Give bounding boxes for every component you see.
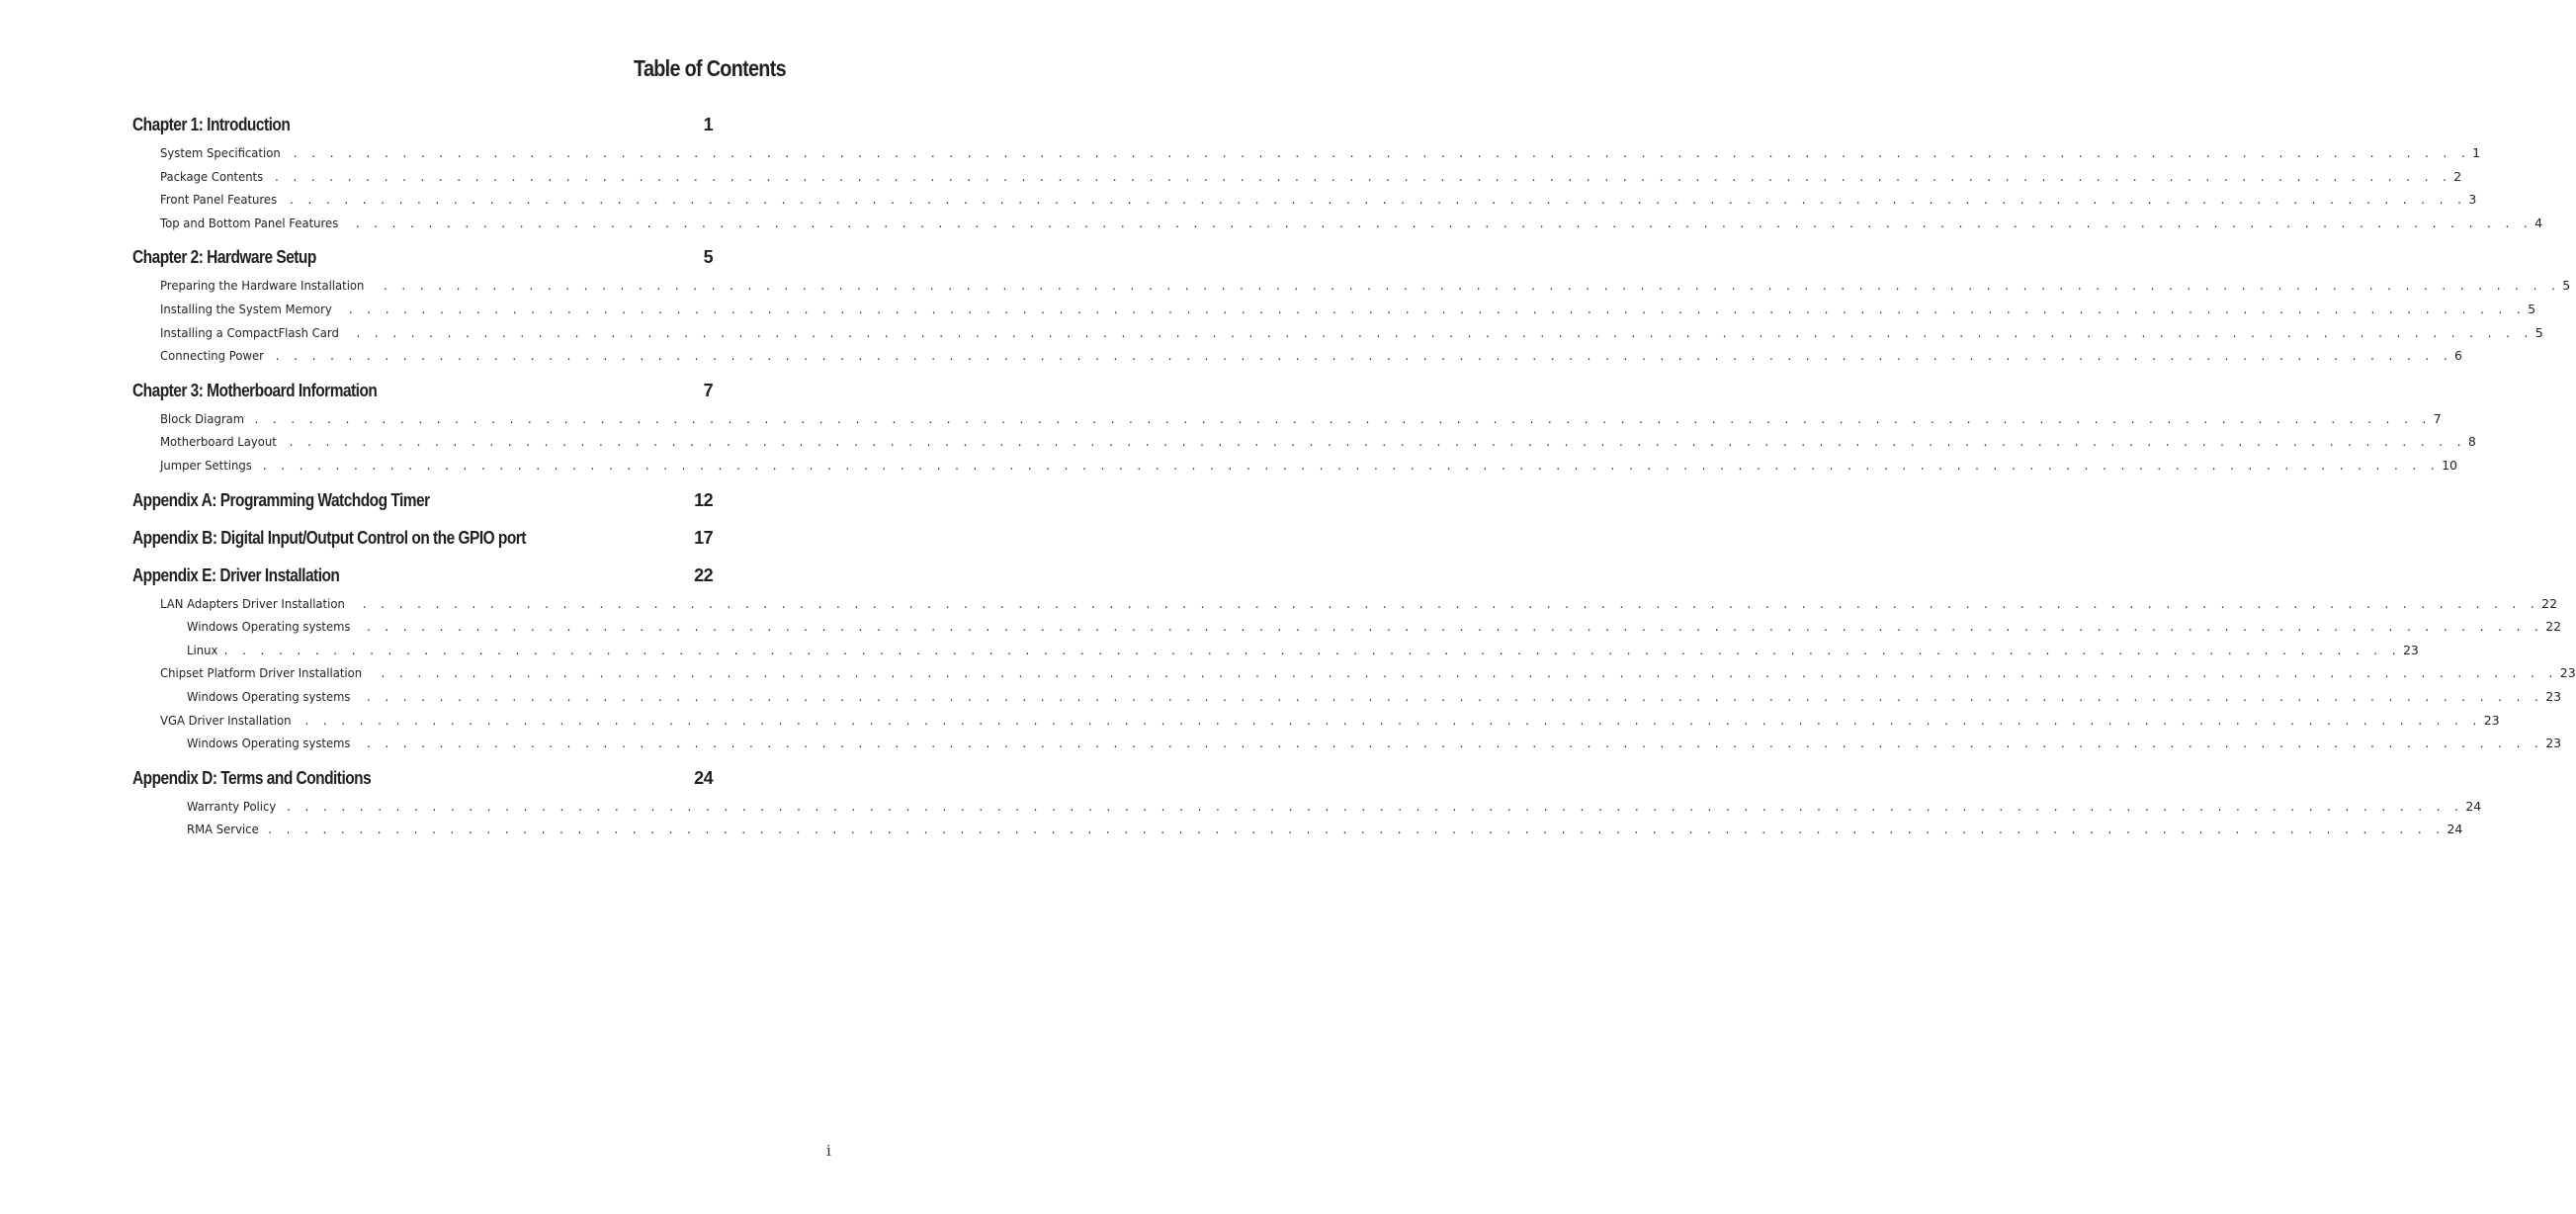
dot-leader: . . . . . . . . . . . . . . . . . . . . . . . . . . . . . . . . . . . . . . . . . . . . . . . . . . . . . . . . . . . . . . . . . . . . . . . . . . . . . . . . . . . . . . . . . . . . . . . . . . . . . . . . . . . . . . . . . . . . . . . . xyxy=(366,689,2544,704)
toc-entry[interactable] xyxy=(132,454,2457,477)
section-page-number: 24 xyxy=(694,767,713,788)
toc-entry[interactable] xyxy=(132,165,2462,189)
section-title: Appendix B: Digital Input/Output Control on the GPIO port xyxy=(132,527,526,548)
dot-leader: . . . . . . . . . . . . . . . . . . . . . . . . . . . . . . . . . . . . . . . . . . . . . . . . . . . . . . . . . . . . . . . . . . . . . . . . . . . . . . . . . . . . . . . . . . . . . . . . . . . . . . . . . . . . . . . . . . . . . . . . xyxy=(254,411,2432,426)
toc-entry[interactable] xyxy=(132,141,2481,165)
toc-entry[interactable] xyxy=(132,615,2562,639)
entry-title: Jumper Settings xyxy=(160,457,252,473)
entry-page-number: 3 xyxy=(2468,192,2477,208)
entry-page-number: 23 xyxy=(2559,665,2576,681)
toc-section xyxy=(132,562,2576,755)
entry-page-number: 5 xyxy=(2534,324,2543,340)
entry-title: Installing the System Memory xyxy=(160,301,332,316)
entry-page-number: 5 xyxy=(2528,301,2536,316)
dot-leader: . . . . . . . . . . . . . . . . . . . . . . . . . . . . . . . . . . . . . . . . . . . . . . . . . . . . . . . . . . . . . . . . . . . . . . . . . . . . . . . . . . . . . . . . . . . . . . . . . . . . . . . . . . . . . . . . . . . . . . . . xyxy=(366,737,2544,751)
entry-page-number: 2 xyxy=(2453,168,2462,184)
entry-title: Chipset Platform Driver Installation xyxy=(160,665,363,681)
entry-title: System Specification xyxy=(160,145,281,160)
entry-list xyxy=(132,592,2576,755)
toc-entry[interactable] xyxy=(132,795,2482,819)
entry-title: VGA Driver Installation xyxy=(160,712,292,728)
section-title: Appendix A: Programming Watchdog Timer xyxy=(132,489,430,510)
toc-section xyxy=(132,486,713,515)
toc-entry[interactable] xyxy=(132,430,2476,454)
entry-title: Windows Operating systems xyxy=(187,619,351,635)
toc-entry[interactable] xyxy=(132,274,2571,298)
entry-page-number: 23 xyxy=(2483,712,2500,728)
entry-title: RMA Service xyxy=(187,822,259,837)
entry-page-number: 24 xyxy=(2465,798,2482,814)
toc-entry[interactable] xyxy=(132,732,2562,755)
dot-leader: . . . . . . . . . . . . . . . . . . . . . . . . . . . . . . . . . . . . . . . . . . . . . . . . . . . . . . . . . . . . . . . . . . . . . . . . . . . . . . . . . . . . . . . . . . . . . . . . . . . . . . . . . . . . . . . . . . . . . . . . xyxy=(289,435,2466,450)
entry-title: Motherboard Layout xyxy=(160,434,277,450)
section-title: Appendix E: Driver Installation xyxy=(132,564,340,585)
page-number: i xyxy=(826,1142,831,1160)
entry-title: LAN Adapters Driver Installation xyxy=(160,595,345,611)
entry-title: Front Panel Features xyxy=(160,192,278,208)
dot-leader: . . . . . . . . . . . . . . . . . . . . . . . . . . . . . . . . . . . . . . . . . . . . . . . . . . . . . . . . . . . . . . . . . . . . . . . . . . . . . . . . . . . . . . . . . . . . . . . . . . . . . . . . . . . . . . . . . . . . . . . . xyxy=(348,302,2527,316)
entry-page-number: 22 xyxy=(2545,619,2562,635)
section-page-number: 1 xyxy=(703,115,713,134)
entry-page-number: 23 xyxy=(2402,642,2419,657)
entry-title: Windows Operating systems xyxy=(187,736,351,751)
entry-list xyxy=(132,141,2543,234)
entry-title: Linux xyxy=(187,642,218,657)
entry-page-number: 4 xyxy=(2534,215,2543,230)
section-page-number: 22 xyxy=(694,564,713,585)
dot-leader: . . . . . . . . . . . . . . . . . . . . . . . . . . . . . . . . . . . . . . . . . . . . . . . . . . . . . . . . . . . . . . . . . . . . . . . . . . . . . . . . . . . . . . . . . . . . . . . . . . . . . . . . . . . . . . . . . . . . . . . . xyxy=(383,279,2561,294)
section-page-number: 12 xyxy=(694,489,713,510)
toc-entry[interactable] xyxy=(132,709,2500,733)
section-heading[interactable] xyxy=(132,486,713,515)
section-heading[interactable] xyxy=(132,524,713,553)
toc-entry[interactable] xyxy=(132,321,2543,345)
entry-page-number: 10 xyxy=(2442,457,2457,473)
section-heading[interactable] xyxy=(132,764,713,793)
dot-leader: . . . . . . . . . . . . . . . . . . . . . . . . . . . . . . . . . . . . . . . . . . . . . . . . . . . . . . . . . . . . . . . . . . . . . . . . . . . . . . . . . . . . . . . . . . . . . . . . . . . . . . . . . . . . . . . . . . . . . . . . xyxy=(293,146,2471,160)
entry-page-number: 7 xyxy=(2433,410,2442,426)
entry-title: Connecting Power xyxy=(160,348,264,364)
section-heading[interactable] xyxy=(132,111,713,139)
toc-entry[interactable] xyxy=(132,188,2477,212)
section-heading[interactable] xyxy=(132,562,713,590)
entry-page-number: 24 xyxy=(2447,822,2463,837)
entry-title: Preparing the Hardware Installation xyxy=(160,278,365,294)
section-heading[interactable] xyxy=(132,243,713,272)
section-title: Chapter 1: Introduction xyxy=(132,115,291,134)
dot-leader: . . . . . . . . . . . . . . . . . . . . . . . . . . . . . . . . . . . . . . . . . . . . . . . . . . . . . . . . . . . . . . . . . . . . . . . . . . . . . . . . . . . . . . . . . . . . . . . . . . . . . . . . . . . . . . . . . . . . . . . . xyxy=(366,620,2544,635)
dot-leader: . . . . . . . . . . . . . . . . . . . . . . . . . . . . . . . . . . . . . . . . . . . . . . . . . . . . . . . . . . . . . . . . . . . . . . . . . . . . . . . . . . . . . . . . . . . . . . . . . . . . . . . . . . . . . . . . . . . . . . . . xyxy=(223,643,2401,657)
toc-section xyxy=(132,377,2476,477)
entry-page-number: 6 xyxy=(2454,348,2462,364)
toc-entry[interactable] xyxy=(132,639,2419,662)
toc-section xyxy=(132,524,713,553)
entry-page-number: 23 xyxy=(2545,736,2562,751)
table-of-contents xyxy=(132,111,2576,841)
entry-title: Windows Operating systems xyxy=(187,688,351,704)
entry-title: Installing a CompactFlash Card xyxy=(160,324,339,340)
entry-page-number: 8 xyxy=(2467,434,2476,450)
entry-page-number: 23 xyxy=(2545,688,2562,704)
dot-leader: . . . . . . . . . . . . . . . . . . . . . . . . . . . . . . . . . . . . . . . . . . . . . . . . . . . . . . . . . . . . . . . . . . . . . . . . . . . . . . . . . . . . . . . . . . . . . . . . . . . . . . . . . . . . . . . . . . . . . . . . xyxy=(362,596,2540,611)
section-title: Appendix D: Terms and Conditions xyxy=(132,767,372,788)
page-title: Table of Contents xyxy=(634,55,786,81)
section-page-number: 5 xyxy=(703,247,713,268)
toc-entry[interactable] xyxy=(132,661,2576,685)
entry-page-number: 22 xyxy=(2541,595,2558,611)
entry-title: Block Diagram xyxy=(160,410,245,426)
entry-list xyxy=(132,795,2482,841)
section-heading[interactable] xyxy=(132,377,713,405)
section-page-number: 17 xyxy=(694,527,713,548)
dot-leader: . . . . . . . . . . . . . . . . . . . . . . . . . . . . . . . . . . . . . . . . . . . . . . . . . . . . . . . . . . . . . . . . . . . . . . . . . . . . . . . . . . . . . . . . . . . . . . . . . . . . . . . . . . . . . . . . . . . . . . . . xyxy=(356,325,2533,340)
entry-page-number: 5 xyxy=(2562,278,2571,294)
entry-list xyxy=(132,274,2571,367)
toc-entry[interactable] xyxy=(132,685,2562,709)
entry-list xyxy=(132,407,2476,477)
entry-title: Warranty Policy xyxy=(187,798,277,814)
dot-leader: . . . . . . . . . . . . . . . . . . . . . . . . . . . . . . . . . . . . . . . . . . . . . . . . . . . . . . . . . . . . . . . . . . . . . . . . . . . . . . . . . . . . . . . . . . . . . . . . . . . . . . . . . . . . . . . . . . . . . . . . xyxy=(275,169,2452,184)
toc-section xyxy=(132,111,2543,234)
section-title: Chapter 2: Hardware Setup xyxy=(132,247,316,268)
toc-entry[interactable] xyxy=(132,407,2442,431)
dot-leader: . . . . . . . . . . . . . . . . . . . . . . . . . . . . . . . . . . . . . . . . . . . . . . . . . . . . . . . . . . . . . . . . . . . . . . . . . . . . . . . . . . . . . . . . . . . . . . . . . . . . . . . . . . . . . . . . . . . . . . . . xyxy=(355,216,2533,230)
toc-entry[interactable] xyxy=(132,818,2463,841)
dot-leader: . . . . . . . . . . . . . . . . . . . . . . . . . . . . . . . . . . . . . . . . . . . . . . . . . . . . . . . . . . . . . . . . . . . . . . . . . . . . . . . . . . . . . . . . . . . . . . . . . . . . . . . . . . . . . . . . . . . . . . . . xyxy=(275,349,2453,364)
dot-leader: . . . . . . . . . . . . . . . . . . . . . . . . . . . . . . . . . . . . . . . . . . . . . . . . . . . . . . . . . . . . . . . . . . . . . . . . . . . . . . . . . . . . . . . . . . . . . . . . . . . . . . . . . . . . . . . . . . . . . . . . xyxy=(262,458,2441,473)
dot-leader: . . . . . . . . . . . . . . . . . . . . . . . . . . . . . . . . . . . . . . . . . . . . . . . . . . . . . . . . . . . . . . . . . . . . . . . . . . . . . . . . . . . . . . . . . . . . . . . . . . . . . . . . . . . . . . . . . . . . . . . . xyxy=(304,713,2482,728)
toc-entry[interactable] xyxy=(132,298,2536,321)
dot-leader: . . . . . . . . . . . . . . . . . . . . . . . . . . . . . . . . . . . . . . . . . . . . . . . . . . . . . . . . . . . . . . . . . . . . . . . . . . . . . . . . . . . . . . . . . . . . . . . . . . . . . . . . . . . . . . . . . . . . . . . . xyxy=(287,799,2464,814)
dot-leader: . . . . . . . . . . . . . . . . . . . . . . . . . . . . . . . . . . . . . . . . . . . . . . . . . . . . . . . . . . . . . . . . . . . . . . . . . . . . . . . . . . . . . . . . . . . . . . . . . . . . . . . . . . . . . . . . . . . . . . . . xyxy=(290,193,2467,208)
dot-leader: . . . . . . . . . . . . . . . . . . . . . . . . . . . . . . . . . . . . . . . . . . . . . . . . . . . . . . . . . . . . . . . . . . . . . . . . . . . . . . . . . . . . . . . . . . . . . . . . . . . . . . . . . . . . . . . . . . . . . . . . xyxy=(381,666,2558,681)
toc-section xyxy=(132,243,2571,367)
section-page-number: 7 xyxy=(703,380,713,400)
toc-entry[interactable] xyxy=(132,344,2462,368)
toc-entry[interactable] xyxy=(132,592,2558,616)
toc-section xyxy=(132,764,2482,841)
section-title: Chapter 3: Motherboard Information xyxy=(132,380,378,400)
entry-title: Top and Bottom Panel Features xyxy=(160,215,339,230)
toc-entry[interactable] xyxy=(132,212,2543,235)
entry-page-number: 1 xyxy=(2472,145,2481,160)
dot-leader: . . . . . . . . . . . . . . . . . . . . . . . . . . . . . . . . . . . . . . . . . . . . . . . . . . . . . . . . . . . . . . . . . . . . . . . . . . . . . . . . . . . . . . . . . . . . . . . . . . . . . . . . . . . . . . . . . . . . . . . . xyxy=(268,823,2446,837)
entry-title: Package Contents xyxy=(160,168,264,184)
